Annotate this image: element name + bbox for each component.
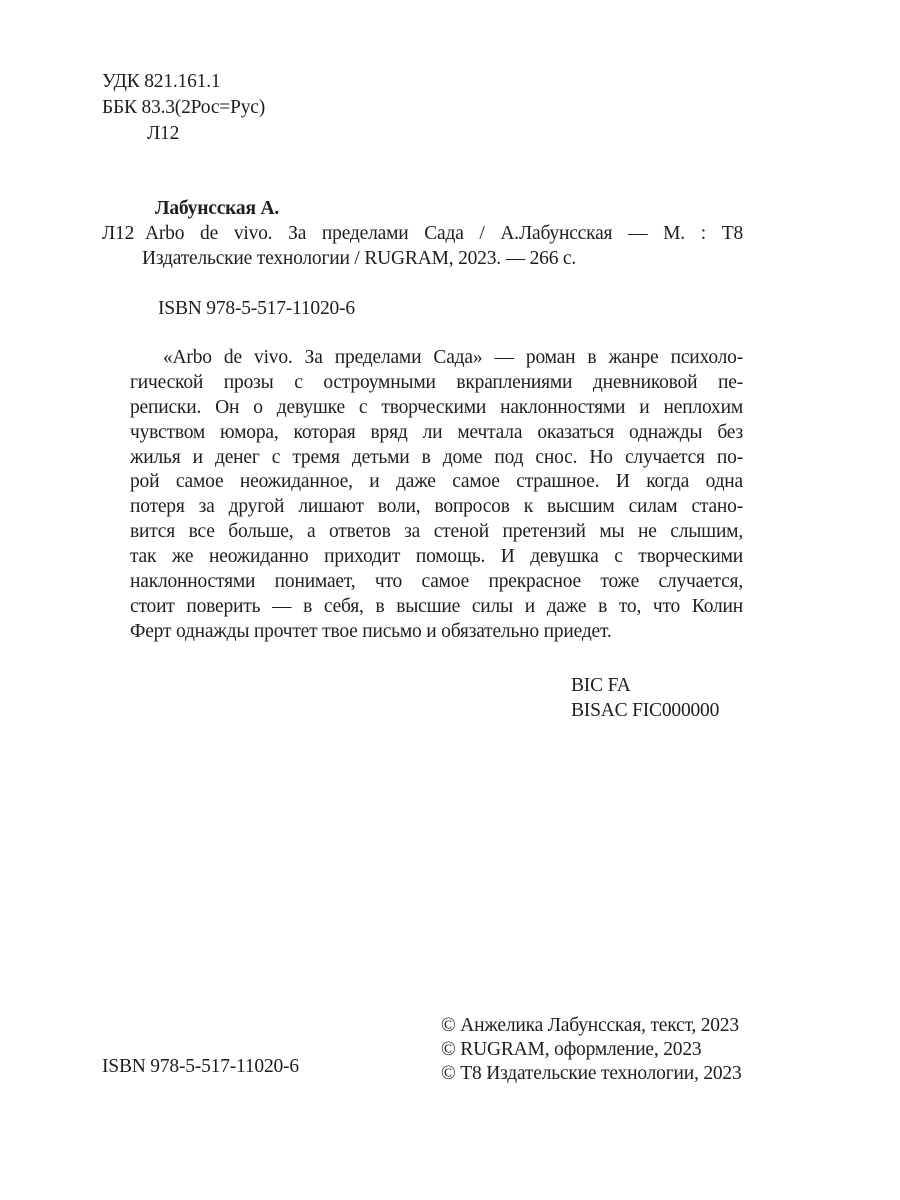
bisac-code: BISAC FIC000000 xyxy=(571,700,720,721)
annotation-line: наклонностями понимает, что самое прекрасное тоже случается, xyxy=(130,571,743,593)
record-title-line: Arbo de vivo. За пределами Сада / А.Лабунсская — М. : Т8 xyxy=(145,223,743,244)
record-isbn: ISBN 978-5-517-11020-6 xyxy=(158,298,355,319)
udk-code: УДК 821.161.1 xyxy=(102,71,221,92)
annotation-paragraph xyxy=(130,346,743,645)
author-mark: Л12 xyxy=(147,123,180,144)
record-author: Лабунсская А. xyxy=(155,198,280,219)
annotation-line: Ферт однажды прочтет твое письмо и обязательно приедет. xyxy=(130,620,612,642)
annotation-line: стоит поверить — в себя, в высшие силы и даже в то, что Колин xyxy=(130,595,743,617)
annotation-line: чувством юмора, которая вряд ли мечтала оказаться однажды без xyxy=(130,421,743,443)
annotation-line: так же неожиданно приходит помощь. И девушка с творческими xyxy=(130,546,743,568)
bic-code: BIC FA xyxy=(571,675,631,696)
annotation-line: вится все больше, а ответов за стеной претензий мы не слышим, xyxy=(130,521,743,543)
record-publisher-line: Издательские технологии / RUGRAM, 2023. — 266 с. xyxy=(142,248,577,269)
annotation-line: потеря за другой лишают воли, вопросов к высшим силам стано- xyxy=(130,496,743,518)
annotation-line: гической прозы с остроумными вкраплениями дневниковой пе- xyxy=(130,371,743,393)
annotation-line: «Arbo de vivo. За пределами Сада» — роман в жанре психоло- xyxy=(163,347,743,368)
footer-isbn: ISBN 978-5-517-11020-6 xyxy=(102,1056,299,1077)
annotation-line: жилья и денег с тремя детьми в доме под снос. Но случается по- xyxy=(130,446,743,468)
copyright-author: © Анжелика Лабунсская, текст, 2023 xyxy=(441,1015,739,1036)
bbk-code: ББК 83.3(2Рос=Рус) xyxy=(102,97,266,118)
copyright-publisher: © Т8 Издательские технологии, 2023 xyxy=(441,1063,742,1084)
record-author-mark: Л12 xyxy=(102,223,135,244)
annotation-line: реписки. Он о девушке с творческими наклонностями и неплохим xyxy=(130,396,743,418)
annotation-line: рой самое неожиданное, и даже самое страшное. И когда одна xyxy=(130,471,743,493)
copyright-design: © RUGRAM, оформление, 2023 xyxy=(441,1039,702,1060)
